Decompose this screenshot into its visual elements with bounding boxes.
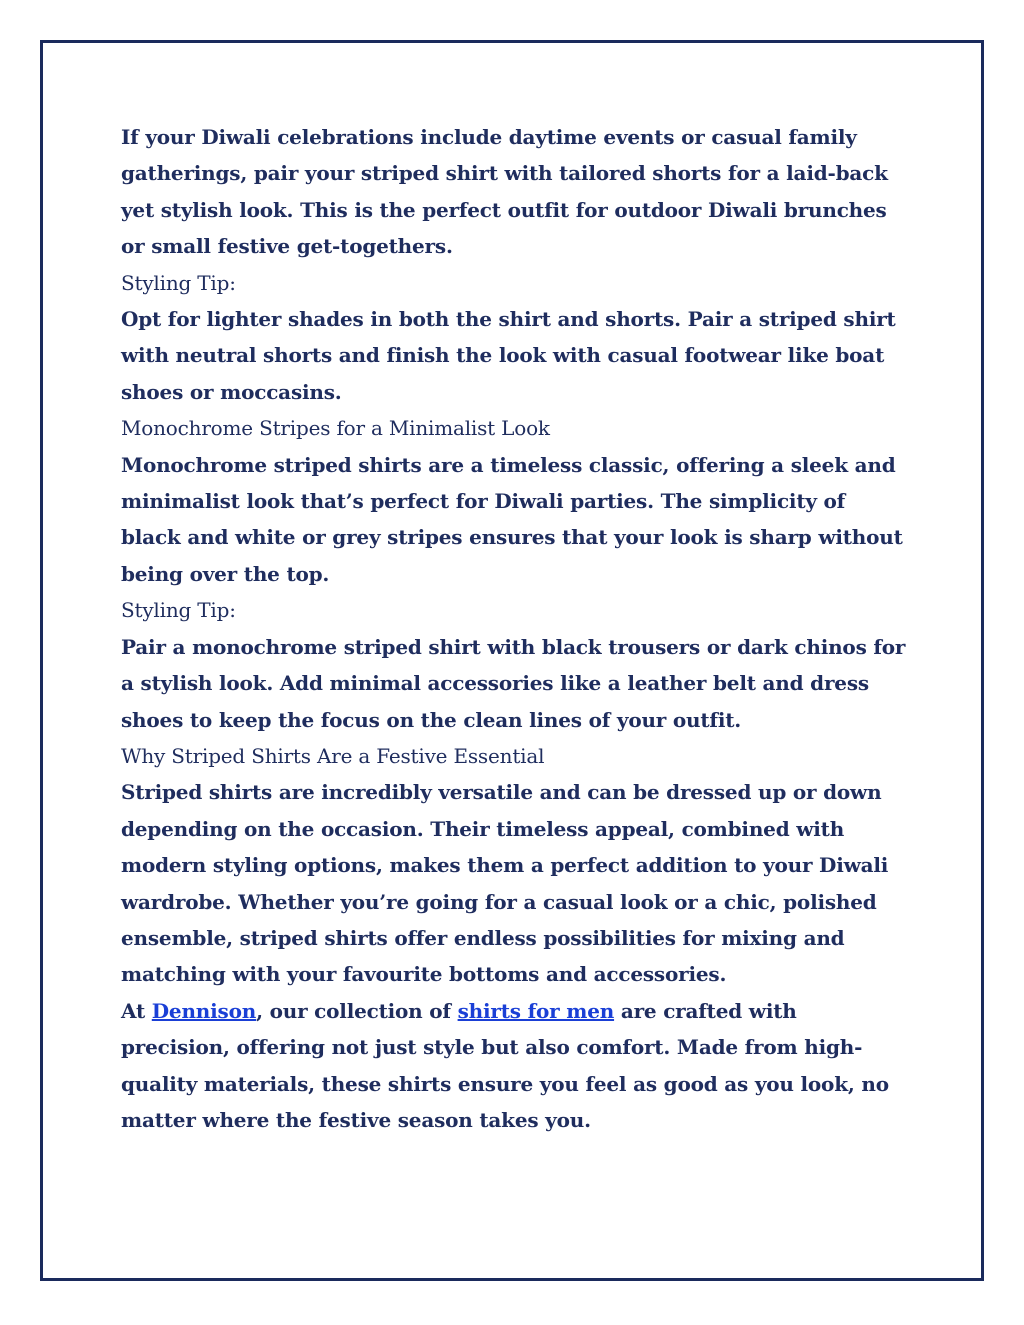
document-body (121, 119, 911, 1138)
section-heading-why: Why Striped Shirts Are a Festive Essential (121, 743, 545, 768)
closing-prefix: At (121, 998, 152, 1023)
closing-paragraph (121, 993, 911, 1139)
shirts-for-men-link[interactable]: shirts for men (457, 998, 615, 1023)
styling-tip-label: Styling Tip: (121, 598, 236, 623)
section-heading-monochrome: Monochrome Stripes for a Minimalist Look (121, 416, 550, 441)
styling-tip-text: Opt for lighter shades in both the shirt and shorts. Pair a striped shirt with neutral shorts and finish the look with casual footwear like boat shoes or moccasins. (121, 307, 896, 404)
dennison-link[interactable]: Dennison (151, 998, 257, 1023)
closing-middle: , our collection of (256, 998, 458, 1023)
section-text-monochrome: Monochrome striped shirts are a timeless classic, offering a sleek and minimalist look that’s perfect for Diwali parties. The simplicity of black and white or grey stripes ensures that your look is sharp without being over the top. (121, 452, 903, 586)
closing-suffix: are crafted with precision, offering not just style but also comfort. Made from high-quality materials, these shirts ensure you feel as good as you look, no matter where the festive season takes you. (121, 998, 889, 1132)
styling-tip-label: Styling Tip: (121, 270, 236, 295)
intro-paragraph: If your Diwali celebrations include daytime events or casual family gatherings, pair your striped shirt with tailored shorts for a laid-back yet stylish look. This is the perfect outfit for outdoor Diwali brunches or small festive get-togethers. (121, 125, 888, 259)
section-text-why: Striped shirts are incredibly versatile and can be dressed up or down depending on the occasion. Their timeless appeal, combined with modern styling options, makes them a perfect addition to your Diwali wardrobe. Whether you’re going for a casual look or a chic, polished ensemble, striped shirts offer endless possibilities for mixing and matching with your favourite bottoms and accessories. (121, 780, 889, 987)
styling-tip-text: Pair a monochrome striped shirt with black trousers or dark chinos for a stylish look. Add minimal accessories like a leather belt and dress shoes to keep the focus on the clean lines of your outfit. (121, 634, 906, 732)
